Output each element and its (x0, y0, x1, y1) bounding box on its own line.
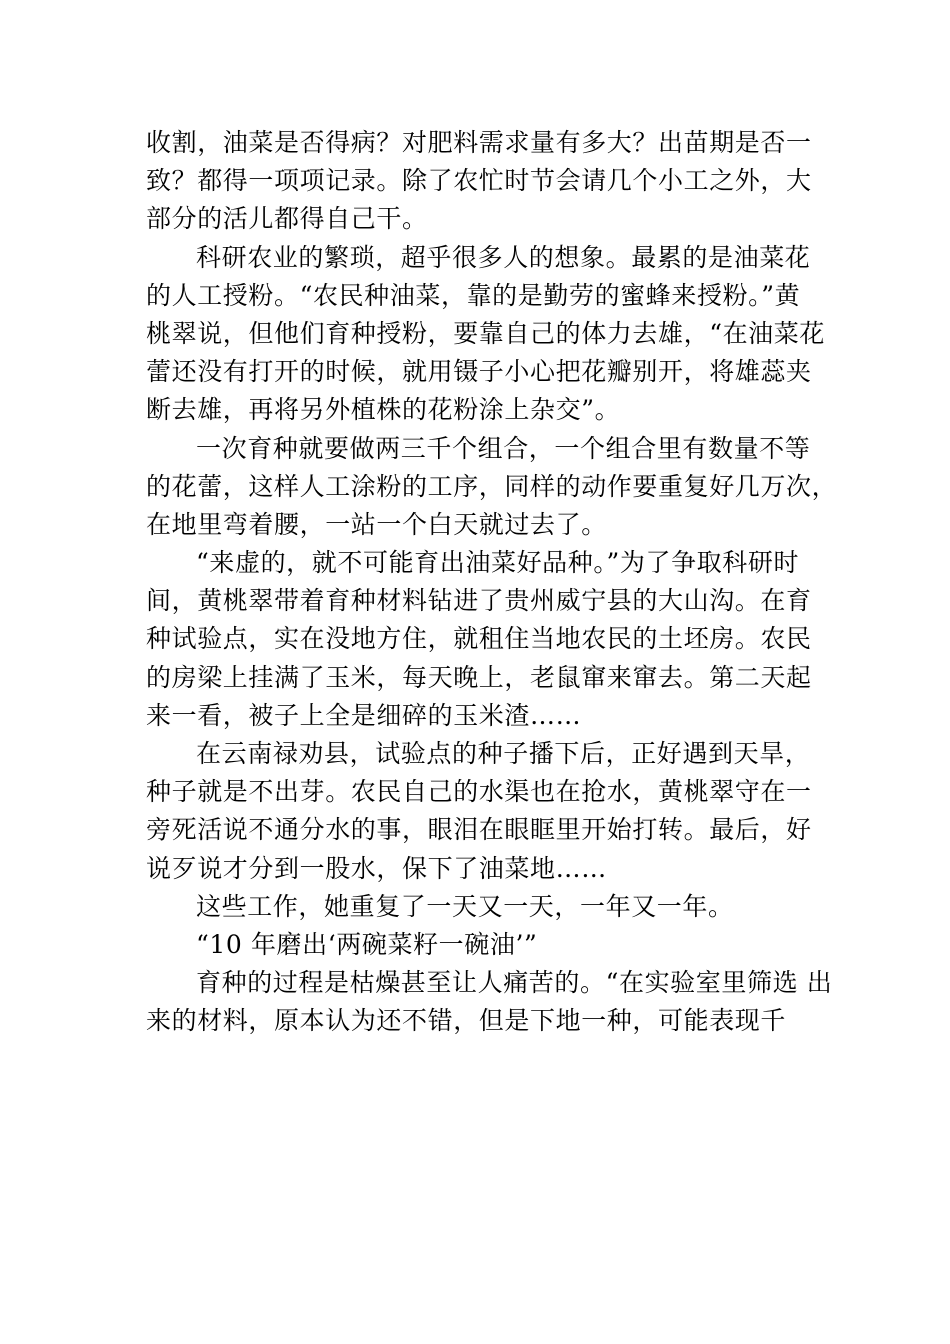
text-line: 断去雄，再将另外植株的花粉涂上杂交”。 (146, 395, 621, 425)
text-line: 来一看，被子上全是细碎的玉米渣…… (146, 700, 582, 730)
text-line: 种子就是不出芽。农民自己的水渠也在抢水，黄桃翠守在一 (146, 777, 812, 807)
text-line: 来的材料，原本认为还不错，但是下地一种，可能表现千 (146, 1006, 787, 1036)
text-line: 的人工授粉。“农民种油菜，靠的是勤劳的蜜蜂来授粉。”黄 (146, 280, 801, 310)
text-line: 的花蕾，这样人工涂粉的工序，同样的动作要重复好几万次， (146, 471, 838, 501)
text-line: 致？都得一项项记录。除了农忙时节会请几个小工之外，大 (146, 166, 812, 196)
text-line: 说歹说才分到一股水，保下了油菜地…… (146, 853, 607, 883)
text-line: 蕾还没有打开的时候，就用镊子小心把花瓣别开，将雄蕊夹 (146, 357, 812, 387)
text-line: 部分的活儿都得自己干。 (146, 204, 428, 234)
text-line: 在云南禄劝县，试验点的种子播下后，正好遇到天旱， (196, 739, 811, 768)
text-line: 收割，油菜是否得病？对肥料需求量有多大？出苗期是否一 (146, 128, 812, 157)
section-heading: “10 年磨出‘两碗菜籽一碗油’” (196, 929, 538, 959)
text-line: 桃翠说，但他们育种授粉，要靠自己的体力去雄，“在油菜花 (146, 318, 825, 348)
text-line: 的房梁上挂满了玉米，每天晚上，老鼠窜来窜去。第二天起 (146, 662, 812, 692)
text-line: “来虚的，就不可能育出油菜好品种。”为了争取科研时 (196, 548, 800, 578)
text-line: 间，黄桃翠带着育种材料钻进了贵州威宁县的大山沟。在育 (146, 586, 812, 616)
text-line: 一次育种就要做两三千个组合，一个组合里有数量不等 (196, 433, 811, 463)
article-body (146, 124, 838, 1041)
text-line: 在地里弯着腰，一站一个白天就过去了。 (146, 509, 607, 539)
text-line: 科研农业的繁琐，超乎很多人的想象。最累的是油菜花 (196, 242, 811, 272)
text-line: 种试验点，实在没地方住，就租住当地农民的土坯房。农民 (146, 624, 812, 654)
text-line: 旁死活说不通分水的事，眼泪在眼眶里开始打转。最后，好 (146, 815, 812, 845)
text-line: 这些工作，她重复了一天又一天，一年又一年。 (196, 891, 734, 921)
text-line: 育种的过程是枯燥甚至让人痛苦的。“在实验室里筛选 出 (196, 968, 833, 998)
